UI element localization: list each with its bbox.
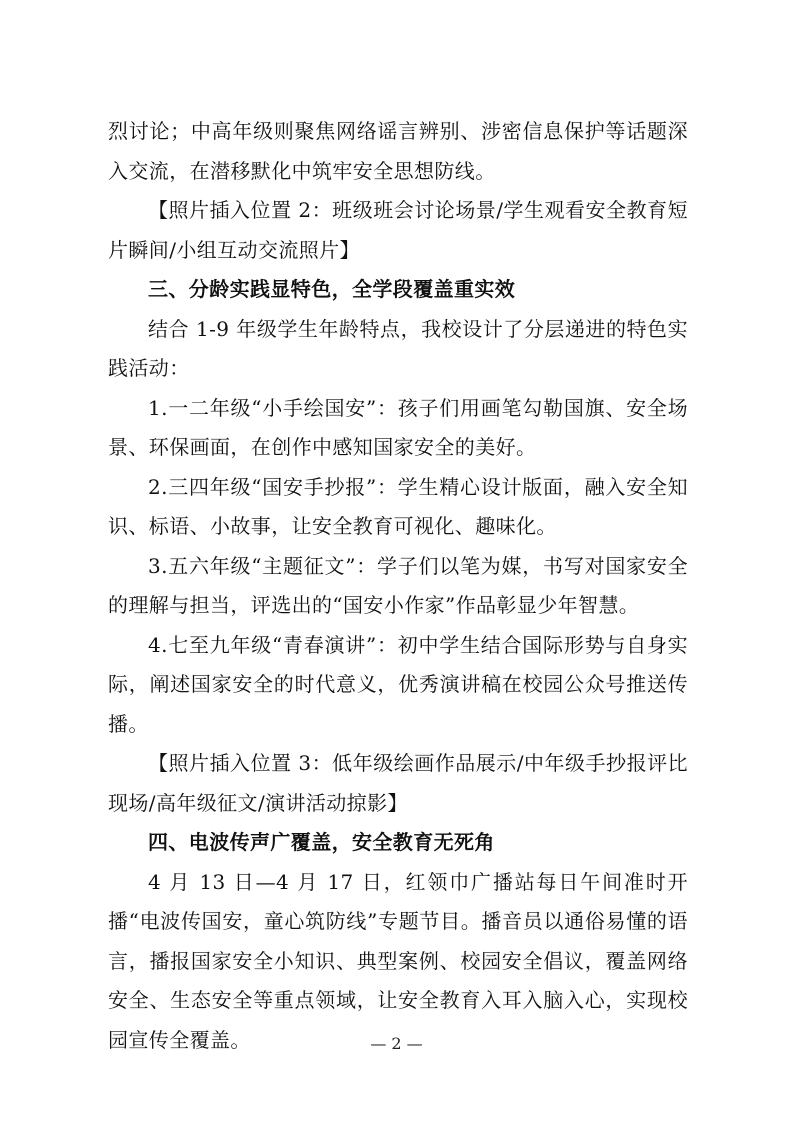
paragraph-radio-broadcast: 4 月 13 日—4 月 17 日，红领巾广播站每日午间准时开播“电波传国安，童心筑防线”专题节目。播音员以通俗易懂的语言，播报国家安全小知识、典型案例、校园安全倡议，覆盖网络安全、生态安全等重点领域，让安全教育入耳入脑入心，实现校园宣传全覆盖。 — [108, 869, 688, 1052]
paragraph-practice-intro: 结合 1-9 年级学生年龄特点，我校设计了分层递进的特色实践活动： — [108, 316, 688, 380]
list-item-grade-5-6: 3.五六年级“主题征文”：学子们以笔为媒，书写对国家安全的理解与担当，评选出的“国安小作家”作品彰显少年智慧。 — [108, 553, 688, 617]
section-heading-3: 三、分龄实践显特色，全学段覆盖重实效 — [148, 277, 516, 301]
list-item-grade-3-4: 2.三四年级“国安手抄报”：学生精心设计版面，融入安全知识、标语、小故事，让安全教育可视化、趣味化。 — [108, 474, 688, 538]
paragraph-discussion-continued: 烈讨论；中高年级则聚焦网络谣言辨别、涉密信息保护等话题深入交流，在潜移默化中筑牢安全思想防线。 — [108, 119, 688, 183]
list-item-grade-7-9: 4.七至九年级“青春演讲”：初中学生结合国际形势与自身实际，阐述国家安全的时代意义，优秀演讲稿在校园公众号推送传播。 — [108, 632, 688, 736]
page-number: — 2 — — [370, 1034, 423, 1053]
section-heading-4: 四、电波传声广覆盖，安全教育无死角 — [148, 830, 495, 854]
photo-placeholder-3: 【照片插入位置 3：低年级绘画作品展示/中年级手抄报评比现场/高年级征文/演讲活动掠影】 — [108, 751, 688, 815]
photo-placeholder-2: 【照片插入位置 2：班级班会讨论场景/学生观看安全教育短片瞬间/小组互动交流照片】 — [108, 198, 688, 262]
list-item-grade-1-2: 1.一二年级“小手绘国安”：孩子们用画笔勾勒国旗、安全场景、环保画面，在创作中感知国家安全的美好。 — [108, 395, 688, 459]
document-body — [108, 112, 688, 1060]
